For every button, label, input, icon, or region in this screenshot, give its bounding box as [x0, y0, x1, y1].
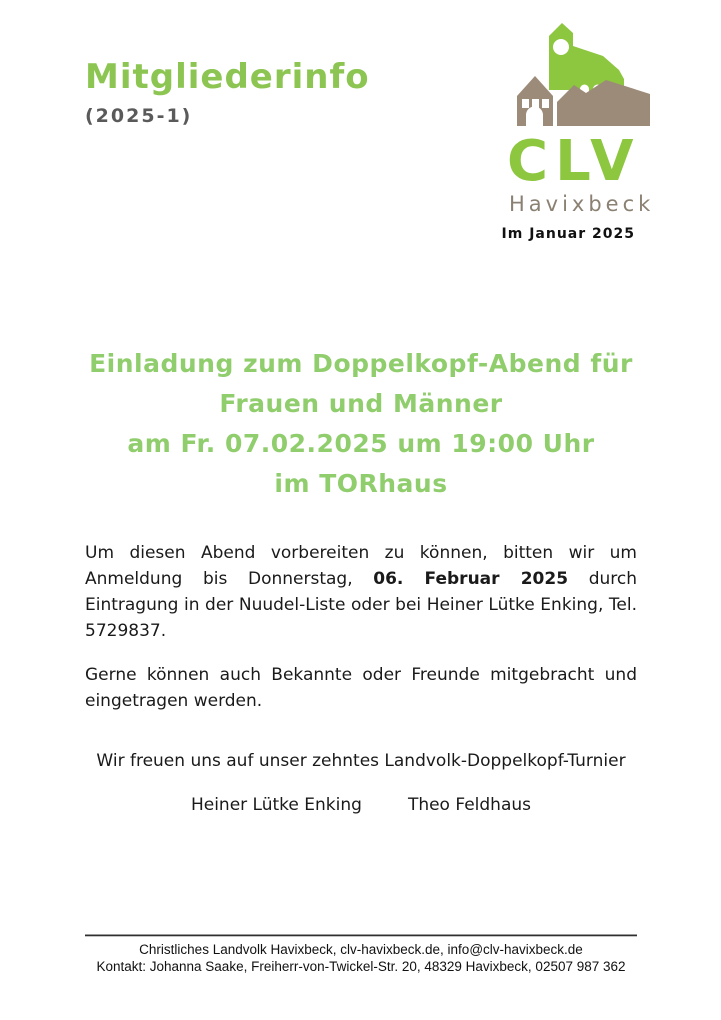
footer-divider	[85, 934, 637, 937]
page-title: Mitgliederinfo	[85, 57, 370, 97]
footer-org-line: Christliches Landvolk Havixbeck, clv-havixbeck.de, info@clv-havixbeck.de	[139, 942, 583, 957]
registration-text-after: durch Eintragung in der Nuudel-Liste oder bei Heiner Lütke Enking, Tel. 5729837.	[85, 569, 637, 641]
registration-deadline: 06. Februar 2025	[373, 569, 569, 589]
closing-line: Wir freuen uns auf unser zehntes Landvolk-Doppelkopf-Turnier	[96, 751, 626, 771]
signatures	[85, 792, 637, 818]
footer	[85, 934, 637, 975]
header-title-block	[85, 58, 370, 127]
invitation-line: Einladung zum Doppelkopf-Abend für	[89, 349, 633, 378]
paragraph-guests: Gerne können auch Bekannte oder Freunde mitgebracht und eingetragen werden.	[85, 665, 637, 711]
logo-acronym: CLV	[507, 129, 641, 194]
issue-date: Im Januar 2025	[501, 226, 635, 242]
invitation-line: Frauen und Männer	[219, 389, 503, 418]
signer-1: Heiner Lütke Enking	[190, 795, 362, 815]
paragraph-registration	[85, 540, 637, 644]
invitation-line: am Fr. 07.02.2025 um 19:00 Uhr	[127, 429, 595, 458]
logo-place: Havixbeck	[509, 192, 655, 216]
issue-number: (2025-1)	[85, 105, 193, 128]
clv-logo	[505, 20, 657, 216]
village-logo-icon	[505, 20, 657, 132]
registration-text-before: Um diesen Abend vorbereiten zu können, bitten wir um Anmeldung bis Donnerstag,	[85, 543, 637, 589]
main-content	[85, 344, 637, 818]
footer-contact-line: Kontakt: Johanna Saake, Freiherr-von-Twickel-Str. 20, 48329 Havixbeck, 02507 987 362	[96, 959, 626, 974]
signer-2: Theo Feldhaus	[407, 795, 532, 815]
invitation-line: im TORhaus	[274, 469, 448, 498]
invitation-heading	[85, 344, 637, 504]
